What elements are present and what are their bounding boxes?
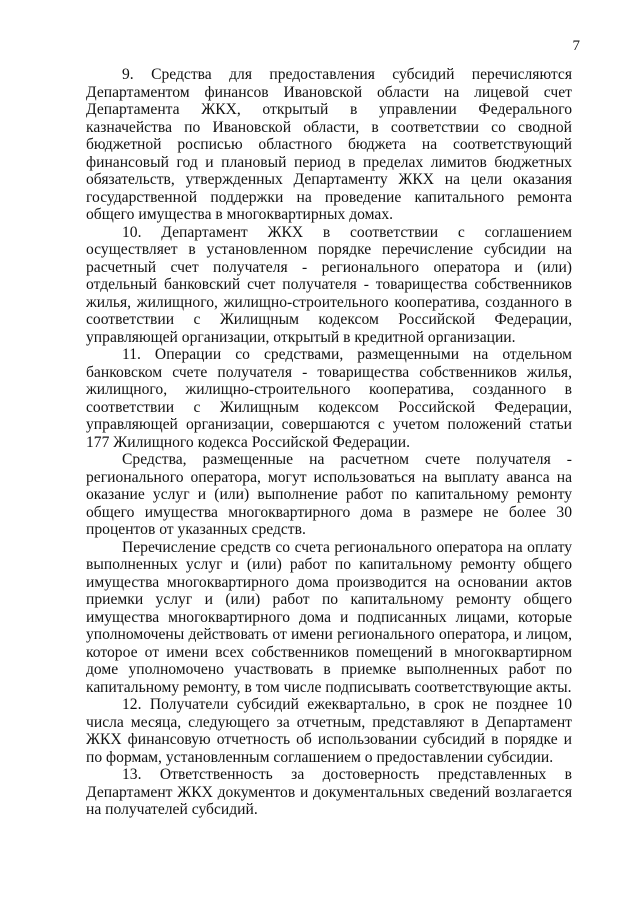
page-number: 7 bbox=[572, 38, 580, 54]
paragraph-10: 10. Департамент ЖКХ в соответствии с соглашением осуществляет в установленном порядке перечисление субсидии на расчетный счет получателя - регионального оператора и (или) отдельный банковский счет получателя - товарищества собственников жилья, жилищного, жилищно-строительного кооператива, созданного в соответствии с Жилищным кодексом Российской Федерации, управляющей организации, открытый в кредитной организации. bbox=[86, 223, 572, 346]
paragraph-11: 11. Операции со средствами, размещенными на отдельном банковском счете получателя - товарищества собственников жилья, жилищного, жилищно-строительного кооператива, созданного в соответствии с Жилищным кодексом Российской Федерации, управляющей организации, совершаются с учетом положений статьи 177 Жилищного кодекса Российской Федерации. bbox=[86, 346, 572, 451]
paragraph-13: 13. Ответственность за достоверность представленных в Департамент ЖКХ документов и документальных сведений возлагается на получателей субсидий. bbox=[86, 766, 572, 818]
document-body bbox=[86, 66, 572, 819]
paragraph-9: 9. Средства для предоставления субсидий перечисляются Департаментом финансов Ивановской области на лицевой счет Департамента ЖКХ, открытый в управлении Федерального казначейства по Ивановской области, в соответствии со сводной бюджетной росписью областного бюджета на соответствующий финансовый год и плановый период в пределах лимитов бюджетных обязательств, утвержденных Департаменту ЖКХ на цели оказания государственной поддержки на проведение капитального ремонта общего имущества в многоквартирных домах. bbox=[86, 66, 572, 223]
paragraph-11-payment: Перечисление средств со счета регионального оператора на оплату выполненных услуг и (или) работ по капитальному ремонту общего имущества многоквартирного дома производится на основании актов приемки услуг и (или) работ по капитальному ремонту общего имущества многоквартирного дома и подписанных лицами, которые уполномочены действовать от имени регионального оператора, и лицом, которое от имени всех собственников помещений в многоквартирном доме уполномочено участвовать в приемке выполненных работ по капитальному ремонту, в том числе подписывать соответствующие акты. bbox=[86, 538, 572, 696]
paragraph-11-advance: Средства, размещенные на расчетном счете получателя - регионального оператора, могут использоваться на выплату аванса на оказание услуг и (или) выполнение работ по капитальному ремонту общего имущества многоквартирного дома в размере не более 30 процентов от указанных средств. bbox=[86, 451, 572, 538]
paragraph-12: 12. Получатели субсидий ежеквартально, в срок не позднее 10 числа месяца, следующего за отчетным, представляют в Департамент ЖКХ финансовую отчетность об использовании субсидий в порядке и по формам, установленным соглашением о предоставлении субсидии. bbox=[86, 696, 572, 766]
